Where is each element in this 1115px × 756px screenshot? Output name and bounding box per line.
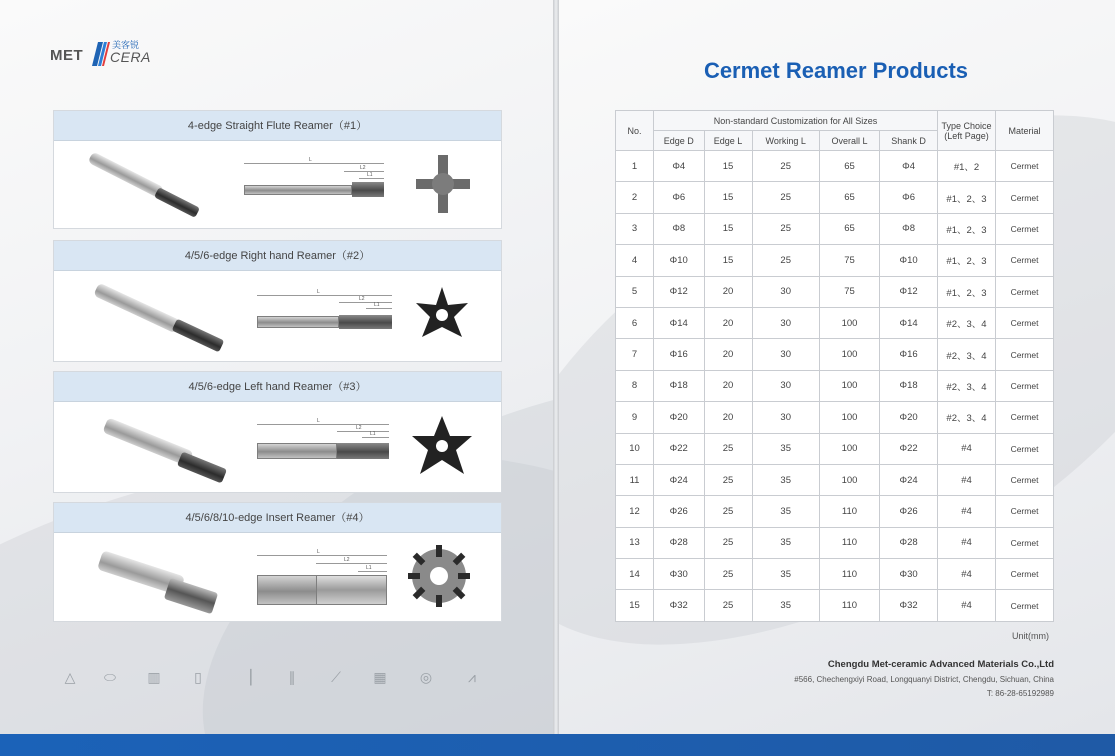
product-title-3: 4/5/6-edge Left hand Reamer（#3） [54, 372, 501, 402]
table-cell: Cermet [996, 245, 1054, 276]
table-cell: Cermet [996, 464, 1054, 495]
table-cell: 6 [616, 307, 654, 338]
table-cell: 15 [704, 151, 752, 182]
table-cell: Φ10 [654, 245, 705, 276]
table-cell: Φ20 [654, 402, 705, 433]
table-cell: #1、2、3 [938, 213, 996, 244]
table-cell: 100 [819, 339, 879, 370]
table-cell: Cermet [996, 276, 1054, 307]
table-cell: Φ4 [654, 151, 705, 182]
table-cell: 8 [616, 370, 654, 401]
table-cell: Cermet [996, 182, 1054, 213]
header-material: Material [996, 111, 1054, 151]
table-cell: Φ16 [880, 339, 938, 370]
subheader-cell: Working L [752, 131, 819, 151]
company-info [794, 659, 1054, 698]
table-cell: Φ30 [880, 559, 938, 590]
table-cell: 20 [704, 307, 752, 338]
reamer-flute [164, 578, 218, 614]
dim-label-l1: L1 [367, 172, 373, 178]
logo-text-cn: 美客锐 [112, 40, 140, 50]
table-cell: 20 [704, 402, 752, 433]
table-cell: Cermet [996, 339, 1054, 370]
drawing-body [316, 575, 387, 605]
product-card-2 [53, 240, 502, 362]
table-row [616, 245, 1054, 276]
table-cell: 35 [752, 433, 819, 464]
header-group: Non-standard Customization for All Sizes [654, 111, 938, 131]
table-cell: Φ6 [654, 182, 705, 213]
reamer-photo [93, 283, 180, 334]
table-cell: 25 [752, 151, 819, 182]
table-cell: 100 [819, 464, 879, 495]
drawing-shank [257, 575, 317, 605]
drill-icon: ∥ [288, 669, 296, 685]
table-cell: 100 [819, 402, 879, 433]
table-cell: Cermet [996, 433, 1054, 464]
reamer-flute [177, 452, 227, 484]
header-no: No. [616, 111, 654, 151]
product-images-2 [54, 271, 501, 362]
product-title-4: 4/5/6/8/10-edge Insert Reamer（#4） [54, 503, 501, 533]
table-cell: Φ14 [654, 307, 705, 338]
dim-label-l: L [309, 157, 312, 163]
table-cell: 25 [704, 527, 752, 558]
table-row [616, 527, 1054, 558]
table-cell: 110 [819, 496, 879, 527]
table-cell: 25 [752, 213, 819, 244]
table-cell: Φ22 [880, 433, 938, 464]
table-row [616, 402, 1054, 433]
product-images-1 [54, 141, 501, 229]
subheader-cell: Shank D [880, 131, 938, 151]
product-images-3 [54, 402, 501, 493]
rod-icon: ▕ [240, 669, 252, 685]
dim-label-l: L [317, 418, 320, 424]
table-cell: Φ30 [654, 559, 705, 590]
table-cell: Cermet [996, 307, 1054, 338]
cross-section-icon [412, 153, 474, 215]
triangle-icon: △ [64, 669, 76, 685]
table-row [616, 590, 1054, 621]
table-cell: Φ8 [880, 213, 938, 244]
table-cell: Φ8 [654, 213, 705, 244]
table-cell: Φ32 [880, 590, 938, 621]
table-cell: Φ10 [880, 245, 938, 276]
table-cell: 30 [752, 370, 819, 401]
table-row [616, 213, 1054, 244]
dim-label-l2: L2 [359, 296, 365, 302]
table-cell: Φ28 [654, 527, 705, 558]
table-cell: 25 [704, 590, 752, 621]
company-address: #566, Chechengxiyi Road, Longquanyi District, Chengdu, Sichuan, China [794, 675, 1054, 684]
table-cell: #4 [938, 433, 996, 464]
table-cell: 15 [704, 182, 752, 213]
table-cell: 75 [819, 276, 879, 307]
product-title-2: 4/5/6-edge Right hand Reamer（#2） [54, 241, 501, 271]
table-cell: Cermet [996, 213, 1054, 244]
table-cell: #1、2 [938, 151, 996, 182]
drawing-flute [337, 443, 389, 459]
table-cell: #4 [938, 590, 996, 621]
reamer-flute [154, 187, 200, 218]
table-cell: 35 [752, 527, 819, 558]
table-cell: 100 [819, 307, 879, 338]
logo-text-left: MET [50, 47, 84, 64]
category-icon-strip [52, 666, 512, 702]
table-cell: Φ32 [654, 590, 705, 621]
table-cell: 14 [616, 559, 654, 590]
dim-label-l2: L2 [344, 557, 350, 563]
drawing-shank [257, 316, 339, 328]
table-cell: Φ22 [654, 433, 705, 464]
table-cell: 20 [704, 276, 752, 307]
table-cell: 25 [704, 496, 752, 527]
table-cell: 35 [752, 496, 819, 527]
table-row [616, 182, 1054, 213]
table-cell: Φ26 [654, 496, 705, 527]
table-cell: 25 [704, 433, 752, 464]
table-cell: Cermet [996, 370, 1054, 401]
table-cell: 25 [752, 245, 819, 276]
table-cell: Φ12 [654, 276, 705, 307]
table-row [616, 559, 1054, 590]
drawing-flute [352, 182, 384, 197]
table-cell: Cermet [996, 590, 1054, 621]
table-cell: 65 [819, 182, 879, 213]
mesh-icon: ▦ [373, 669, 387, 685]
table-cell: 30 [752, 402, 819, 433]
table-cell: Φ4 [880, 151, 938, 182]
table-cell: 110 [819, 590, 879, 621]
table-cell: Cermet [996, 559, 1054, 590]
table-row [616, 464, 1054, 495]
document-icon: ▯ [194, 669, 202, 685]
table-cell: #1、2、3 [938, 245, 996, 276]
table-cell: #2、3、4 [938, 307, 996, 338]
gear-section-icon [406, 543, 472, 609]
bottom-accent-bar [0, 734, 1115, 756]
insert-icon: ⬭ [104, 669, 116, 685]
blank-icon: ▥ [147, 669, 161, 685]
table-cell: #2、3、4 [938, 339, 996, 370]
table-cell: 110 [819, 527, 879, 558]
table-cell: #1、2、3 [938, 276, 996, 307]
dim-label-l1: L1 [370, 431, 376, 437]
table-cell: 13 [616, 527, 654, 558]
table-cell: 30 [752, 307, 819, 338]
table-cell: Φ24 [880, 464, 938, 495]
table-cell: 65 [819, 213, 879, 244]
drawing-shank [257, 443, 337, 459]
table-cell: 15 [704, 213, 752, 244]
star-section-icon [412, 285, 472, 345]
table-row [616, 496, 1054, 527]
table-row [616, 339, 1054, 370]
dim-label-l: L [317, 549, 320, 555]
table-cell: 10 [616, 433, 654, 464]
table-cell: Cermet [996, 151, 1054, 182]
table-cell: 12 [616, 496, 654, 527]
table-cell: 35 [752, 559, 819, 590]
table-cell: 1 [616, 151, 654, 182]
table-cell: 110 [819, 559, 879, 590]
drawing-flute [339, 315, 392, 329]
subheader-cell: Overall L [819, 131, 879, 151]
table-cell: 30 [752, 276, 819, 307]
subheader-cell: Edge L [704, 131, 752, 151]
logo-text-right: CERA [110, 49, 151, 65]
table-cell: 20 [704, 370, 752, 401]
dim-label-l1: L1 [366, 565, 372, 571]
dim-label-l2: L2 [360, 165, 366, 171]
table-cell: Φ14 [880, 307, 938, 338]
custom-icon: ⩘ [468, 669, 476, 685]
page-fold [553, 0, 559, 734]
spec-table [615, 110, 1054, 622]
table-cell: #2、3、4 [938, 402, 996, 433]
page-title: Cermet Reamer Products [703, 58, 969, 83]
product-images-4 [54, 533, 501, 622]
table-cell: #4 [938, 559, 996, 590]
dim-label-l: L [317, 289, 320, 295]
subheader-cell: Edge D [654, 131, 705, 151]
table-cell: Φ28 [880, 527, 938, 558]
table-cell: 100 [819, 433, 879, 464]
table-cell: 35 [752, 464, 819, 495]
table-row [616, 276, 1054, 307]
table-cell: #4 [938, 527, 996, 558]
table-cell: #4 [938, 496, 996, 527]
table-cell: Φ18 [654, 370, 705, 401]
table-cell: Cermet [996, 402, 1054, 433]
reamer-flute [172, 319, 225, 353]
table-cell: 20 [704, 339, 752, 370]
table-cell: Cermet [996, 527, 1054, 558]
table-cell: 30 [752, 339, 819, 370]
tool-icon: ⟋ [331, 669, 341, 685]
table-cell: 75 [819, 245, 879, 276]
table-cell: Cermet [996, 496, 1054, 527]
reamer-photo [88, 151, 165, 198]
table-cell: Φ12 [880, 276, 938, 307]
table-cell: 7 [616, 339, 654, 370]
table-cell: 5 [616, 276, 654, 307]
table-cell: Φ20 [880, 402, 938, 433]
table-cell: #4 [938, 464, 996, 495]
company-name: Chengdu Met-ceramic Advanced Materials Co.,Ltd [827, 659, 1054, 670]
dim-label-l2: L2 [356, 425, 362, 431]
table-row [616, 151, 1054, 182]
header-type-choice: Type Choice (Left Page) [938, 111, 996, 151]
table-cell: Φ26 [880, 496, 938, 527]
brand-logo [50, 38, 160, 68]
table-cell: 25 [704, 559, 752, 590]
product-card-4 [53, 502, 502, 622]
table-cell: Φ16 [654, 339, 705, 370]
table-cell: Φ18 [880, 370, 938, 401]
dim-label-l1: L1 [374, 302, 380, 308]
table-cell: 15 [704, 245, 752, 276]
table-row [616, 370, 1054, 401]
table-cell: 11 [616, 464, 654, 495]
table-cell: 65 [819, 151, 879, 182]
table-cell: Φ24 [654, 464, 705, 495]
table-cell: Φ6 [880, 182, 938, 213]
table-cell: 15 [616, 590, 654, 621]
drawing-shank [244, 185, 352, 195]
star-section-icon [410, 414, 474, 478]
table-row [616, 307, 1054, 338]
table-cell: 100 [819, 370, 879, 401]
table-cell: 35 [752, 590, 819, 621]
table-cell: 4 [616, 245, 654, 276]
table-cell: 3 [616, 213, 654, 244]
table-cell: 2 [616, 182, 654, 213]
product-card-1 [53, 110, 502, 229]
table-row [616, 433, 1054, 464]
product-card-3 [53, 371, 502, 493]
unit-note: Unit(mm) [1012, 631, 1049, 641]
company-phone: T: 86-28-65192989 [986, 689, 1054, 698]
table-cell: 25 [704, 464, 752, 495]
spec-table-body [616, 151, 1054, 622]
ring-icon: ◎ [419, 669, 433, 685]
table-cell: 9 [616, 402, 654, 433]
table-cell: #1、2、3 [938, 182, 996, 213]
table-cell: #2、3、4 [938, 370, 996, 401]
product-title-1: 4-edge Straight Flute Reamer（#1） [54, 111, 501, 141]
table-cell: 25 [752, 182, 819, 213]
